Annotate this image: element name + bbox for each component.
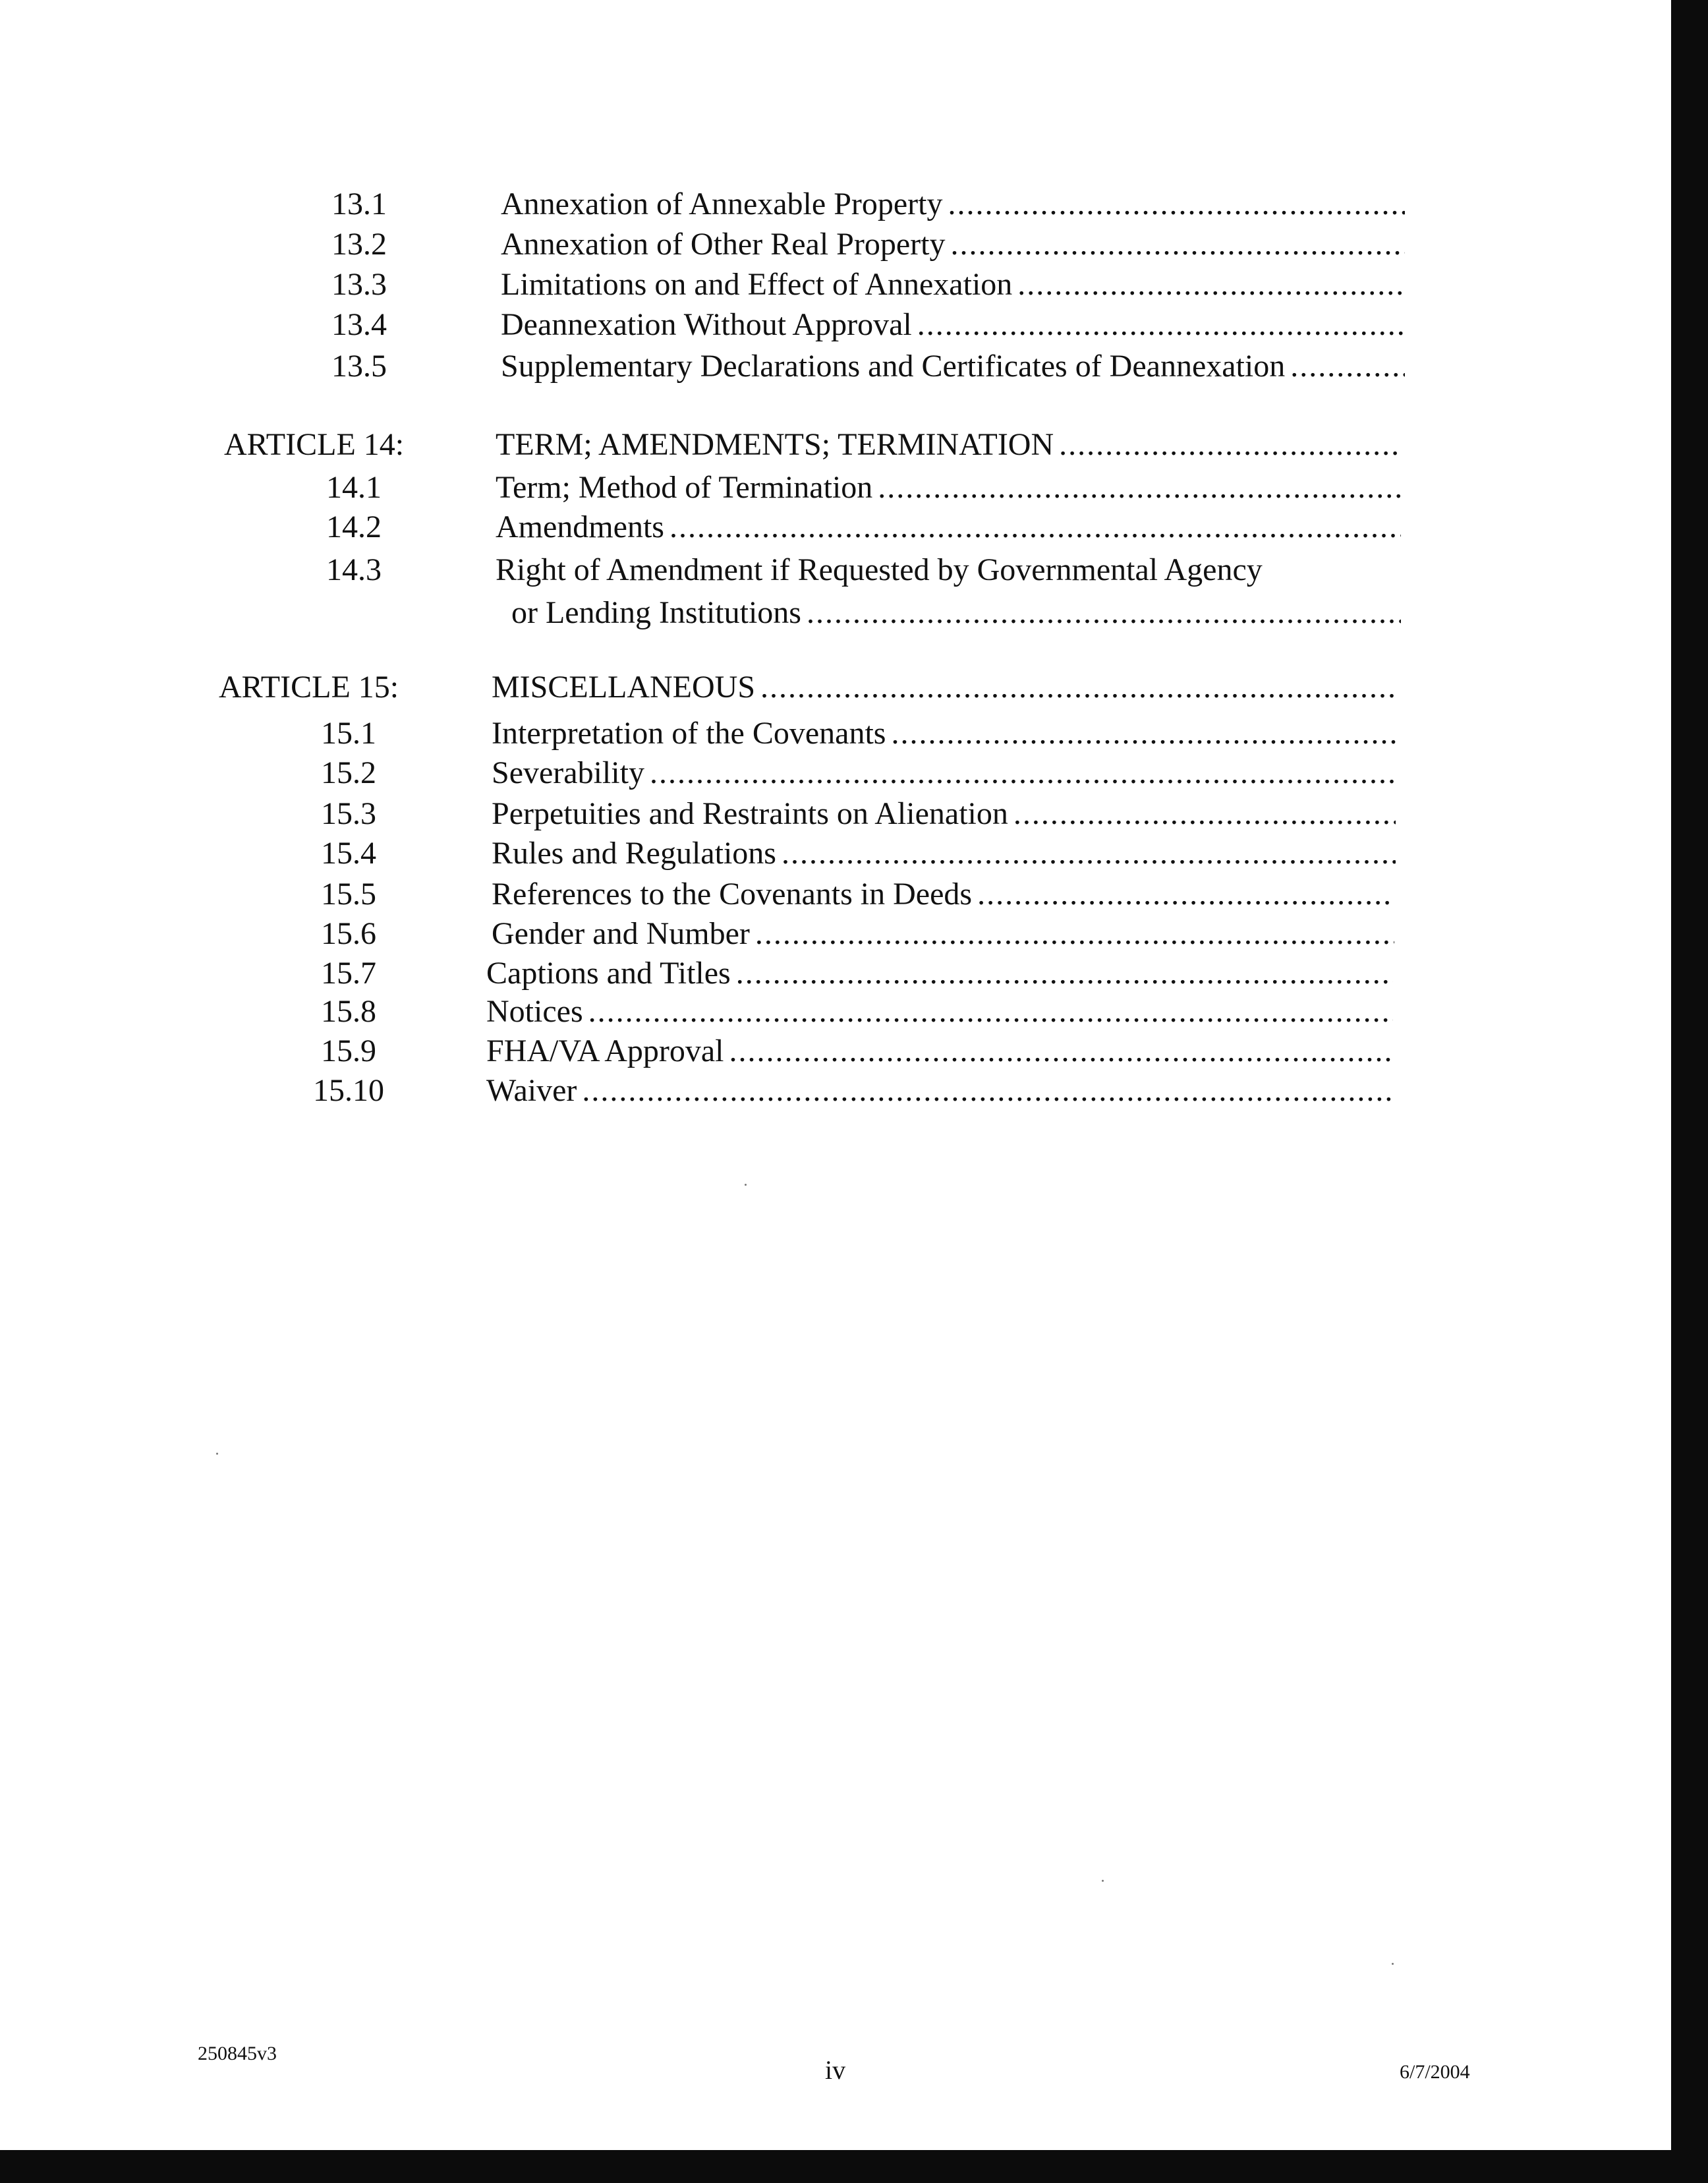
document-date: 6/7/2004 (1400, 2061, 1470, 2083)
scan-speck (1392, 1963, 1394, 1965)
section-number: 15.5 (321, 877, 376, 912)
section-title: FHA/VA Approval (486, 1033, 724, 1068)
dot-leader (1290, 347, 1405, 386)
toc-entry-13-1 (0, 185, 1708, 224)
section-title: Severability (492, 755, 644, 790)
section-number: 14.3 (326, 552, 382, 587)
toc-article-15 (0, 668, 1708, 707)
toc-entry-15-7 (0, 954, 1708, 993)
section-number: 15.9 (321, 1033, 376, 1068)
section-title: Right of Amendment if Requested by Governmental Agency (496, 552, 1263, 587)
section-number: 15.6 (321, 916, 376, 951)
dot-leader (1017, 265, 1404, 305)
scan-speck (216, 1453, 218, 1455)
section-title: Waiver (486, 1073, 577, 1108)
dot-leader (755, 914, 1394, 954)
dot-leader (650, 753, 1396, 793)
section-number: 13.5 (331, 349, 387, 384)
section-title: Deannexation Without Approval (501, 307, 912, 342)
dot-leader (736, 954, 1393, 993)
section-title: Term; Method of Termination (496, 470, 873, 505)
article-label: ARTICLE 14: (224, 427, 405, 462)
dot-leader (760, 668, 1397, 707)
dot-leader (807, 593, 1401, 633)
section-title: Limitations on and Effect of Annexation (501, 267, 1013, 302)
scan-border-bottom (0, 2150, 1708, 2183)
dot-leader (878, 468, 1401, 508)
toc-entry-15-5 (0, 875, 1708, 914)
toc-entry-13-5 (0, 347, 1708, 386)
toc-entry-14-2 (0, 508, 1708, 547)
section-title: Notices (486, 994, 583, 1029)
dot-leader (588, 992, 1393, 1032)
toc-entry-15-10 (0, 1071, 1708, 1111)
toc-entry-13-2 (0, 225, 1708, 264)
dot-leader (917, 305, 1404, 345)
section-number: 15.10 (313, 1073, 384, 1108)
toc-entry-15-1 (0, 714, 1708, 753)
toc-entry-15-2 (0, 753, 1708, 793)
section-number: 15.8 (321, 994, 376, 1029)
section-title-continuation: or Lending Institutions (511, 595, 801, 630)
section-title: Captions and Titles (486, 956, 731, 991)
toc-entry-15-4 (0, 834, 1708, 873)
toc-entry-13-3 (0, 265, 1708, 305)
section-number: 13.4 (331, 307, 387, 342)
toc-entry-15-6 (0, 914, 1708, 954)
section-number: 15.3 (321, 796, 376, 831)
dot-leader (582, 1071, 1393, 1111)
dot-leader (948, 185, 1406, 224)
section-number: 14.1 (326, 470, 382, 505)
toc-article-14 (0, 425, 1708, 465)
section-title: References to the Covenants in Deeds (492, 877, 973, 912)
section-number: 15.1 (321, 716, 376, 751)
section-title: Amendments (496, 509, 664, 544)
dot-leader (977, 875, 1394, 914)
section-number: 13.3 (331, 267, 387, 302)
dot-leader (1013, 794, 1396, 834)
document-id: 250845v3 (198, 2043, 277, 2064)
section-number: 13.2 (331, 227, 387, 262)
toc-entry-14-3-continued (0, 593, 1708, 633)
toc-entry-14-1 (0, 468, 1708, 508)
dot-leader (669, 508, 1401, 547)
section-title: Annexation of Other Real Property (501, 227, 946, 262)
page-number: iv (825, 2055, 846, 2085)
section-number: 15.4 (321, 836, 376, 871)
article-title: MISCELLANEOUS (492, 670, 756, 705)
toc-entry-15-9 (0, 1032, 1708, 1071)
toc-entry-14-3 (0, 550, 1708, 590)
section-number: 15.2 (321, 755, 376, 790)
section-title: Perpetuities and Restraints on Alienation (492, 796, 1008, 831)
section-title: Interpretation of the Covenants (492, 716, 886, 751)
section-title: Rules and Regulations (492, 836, 776, 871)
scan-speck (745, 1184, 747, 1186)
section-title: Gender and Number (492, 916, 750, 951)
toc-entry-15-3 (0, 794, 1708, 834)
section-title: Annexation of Annexable Property (501, 187, 943, 221)
section-number: 14.2 (326, 509, 382, 544)
article-label: ARTICLE 15: (219, 670, 399, 705)
section-number: 13.1 (331, 187, 387, 221)
dot-leader (1059, 425, 1401, 465)
dot-leader (729, 1032, 1394, 1071)
section-title: Supplementary Declarations and Certificates of Deannexation (501, 349, 1286, 384)
article-title: TERM; AMENDMENTS; TERMINATION (496, 427, 1054, 462)
toc-entry-13-4 (0, 305, 1708, 345)
dot-leader (891, 714, 1397, 753)
section-number: 15.7 (321, 956, 376, 991)
dot-leader (950, 225, 1405, 264)
scan-speck (1102, 1880, 1104, 1882)
dot-leader (782, 834, 1396, 873)
toc-entry-15-8 (0, 992, 1708, 1032)
